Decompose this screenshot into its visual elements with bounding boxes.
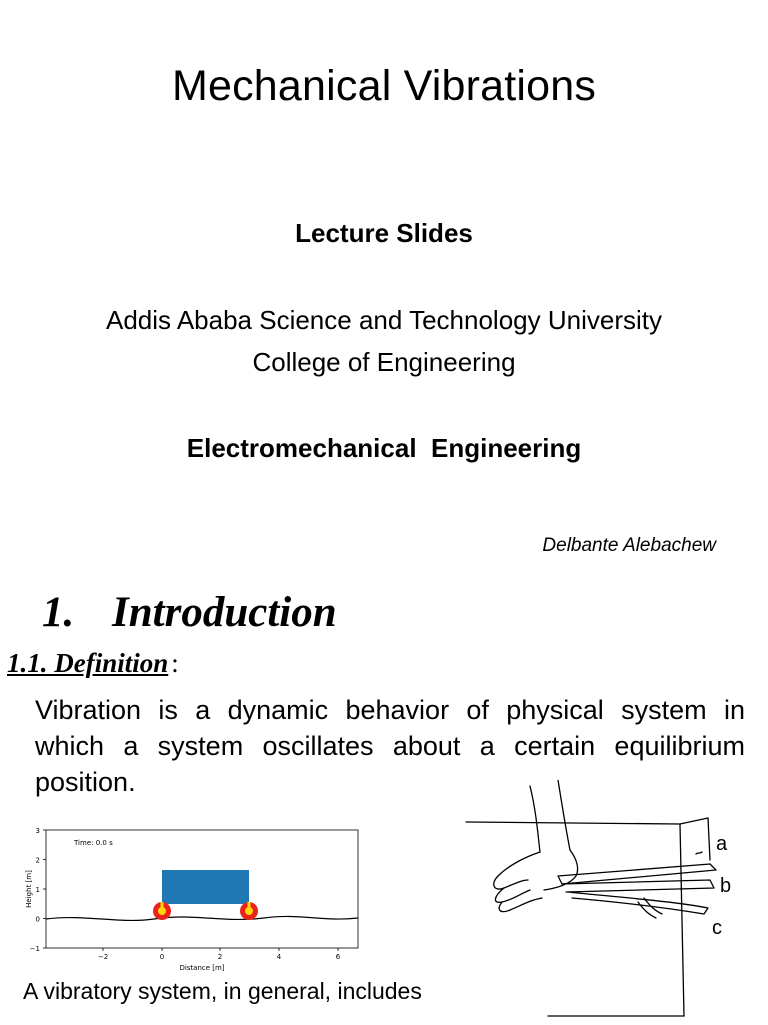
table-front-edge — [680, 824, 684, 1016]
car-body — [162, 870, 249, 904]
x-tick-label: 2 — [217, 953, 223, 961]
x-axis — [98, 948, 341, 961]
x-axis-label: Distance [m] — [179, 964, 225, 972]
college-name: College of Engineering — [252, 347, 516, 377]
section-heading — [42, 588, 337, 637]
y-tick-label: 3 — [35, 827, 40, 835]
y-tick-label: −1 — [29, 945, 40, 953]
x-tick-label: 6 — [335, 953, 341, 961]
ruler-vibration-sketch — [458, 780, 758, 1020]
hand-outline — [494, 852, 540, 889]
rear-wheel — [240, 902, 258, 920]
arm-outline — [530, 786, 540, 852]
section-title: Introduction — [112, 589, 337, 636]
y-tick-label: 1 — [35, 886, 40, 894]
y-tick-label: 2 — [35, 856, 40, 865]
caption-text: A vibratory system, in general, includes — [23, 978, 422, 1004]
ruler-label-b: b — [720, 875, 732, 897]
department-name: Electromechanical Engineering — [186, 433, 582, 463]
author-name: Delbante Alebachew — [542, 535, 716, 556]
slide-title: Mechanical Vibrations — [171, 62, 597, 110]
vibration-plot — [24, 822, 364, 972]
y-axis-label: Height [m] — [25, 870, 33, 908]
x-tick-label: 4 — [276, 953, 282, 961]
subsection-heading — [7, 648, 179, 679]
definition-line: Vibration is a dynamic behavior of physical system in — [35, 695, 745, 725]
slide-subtitle: Lecture Slides — [295, 218, 473, 248]
ruler-label-a: a — [716, 833, 728, 855]
institution-name: Addis Ababa Science and Technology University — [106, 305, 662, 335]
table-top-edge — [466, 818, 708, 824]
front-wheel — [153, 902, 171, 920]
x-tick-label: 0 — [159, 953, 165, 961]
section-number: 1. — [42, 589, 75, 636]
y-tick-label: 0 — [35, 915, 40, 924]
definition-line: position. — [35, 767, 136, 797]
road-profile — [46, 916, 358, 920]
subsection-colon: : — [171, 648, 179, 678]
time-label: Time: 0.0 s — [74, 839, 113, 847]
x-tick-label: −2 — [97, 953, 109, 961]
definition-line: which a system oscillates about a certain equilibrium — [35, 731, 745, 761]
ruler-label-c: c — [712, 917, 722, 939]
subsection-title: 1.1. Definition — [7, 648, 169, 678]
